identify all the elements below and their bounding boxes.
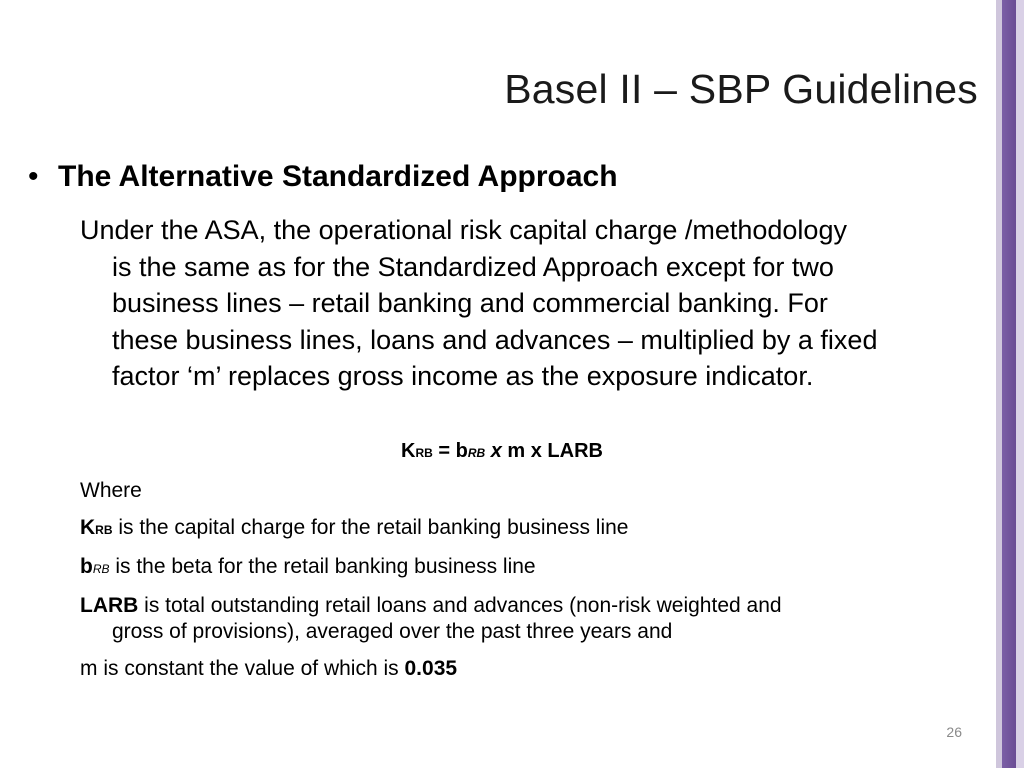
formula-b-sub: RB: [467, 446, 486, 460]
def-larb-term: LARB: [80, 594, 139, 617]
formula-eq: =: [432, 440, 456, 462]
def-m-text: m is constant the value of which is: [80, 657, 405, 680]
formula-k: K: [401, 440, 416, 462]
formula-b: b: [455, 440, 468, 462]
formula-rest: m x LARB: [501, 440, 603, 462]
def-k-text: is the capital charge for the retail banking business line: [112, 516, 629, 539]
paragraph-line: these business lines, loans and advances – multiplied by a fixed: [112, 324, 878, 355]
formula-x: x: [485, 440, 502, 462]
definition-larb-cont: gross of provisions), averaged over the past three years and: [112, 620, 673, 643]
slide-title: Basel II – SBP Guidelines: [504, 66, 978, 112]
def-b-sub: RB: [92, 562, 110, 576]
decorative-side-stripe: [996, 0, 1024, 768]
where-label: Where: [80, 479, 142, 502]
formula: [0, 440, 1004, 463]
def-b-text: is the beta for the retail banking business line: [109, 555, 536, 578]
definition-k: [80, 515, 995, 543]
page-number: 26: [946, 724, 962, 740]
def-k-sub: RB: [95, 523, 113, 537]
definition-b: [80, 554, 995, 582]
definition-m: [80, 656, 995, 682]
bullet-heading: [28, 160, 618, 194]
def-m-value: 0.035: [404, 657, 458, 680]
def-larb-text: is total outstanding retail loans and advances (non-risk weighted and: [138, 594, 782, 617]
body-paragraph: [80, 212, 995, 395]
bullet-icon: •: [28, 160, 39, 193]
paragraph-line: is the same as for the Standardized Approach except for two: [112, 251, 834, 282]
formula-k-sub: RB: [415, 446, 433, 460]
paragraph-line: factor ‘m’ replaces gross income as the exposure indicator.: [112, 361, 814, 391]
definition-larb: [80, 593, 995, 619]
def-k-term: K: [80, 516, 96, 539]
heading-text: The Alternative Standardized Approach: [58, 160, 618, 193]
def-b-term: b: [80, 555, 93, 578]
stripe-bar: [1002, 0, 1016, 768]
paragraph-line: Under the ASA, the operational risk capital charge /methodology: [80, 215, 847, 245]
paragraph-line: business lines – retail banking and commercial banking. For: [112, 288, 828, 318]
stripe-bar-light: [1016, 0, 1024, 768]
definitions: [80, 478, 995, 693]
